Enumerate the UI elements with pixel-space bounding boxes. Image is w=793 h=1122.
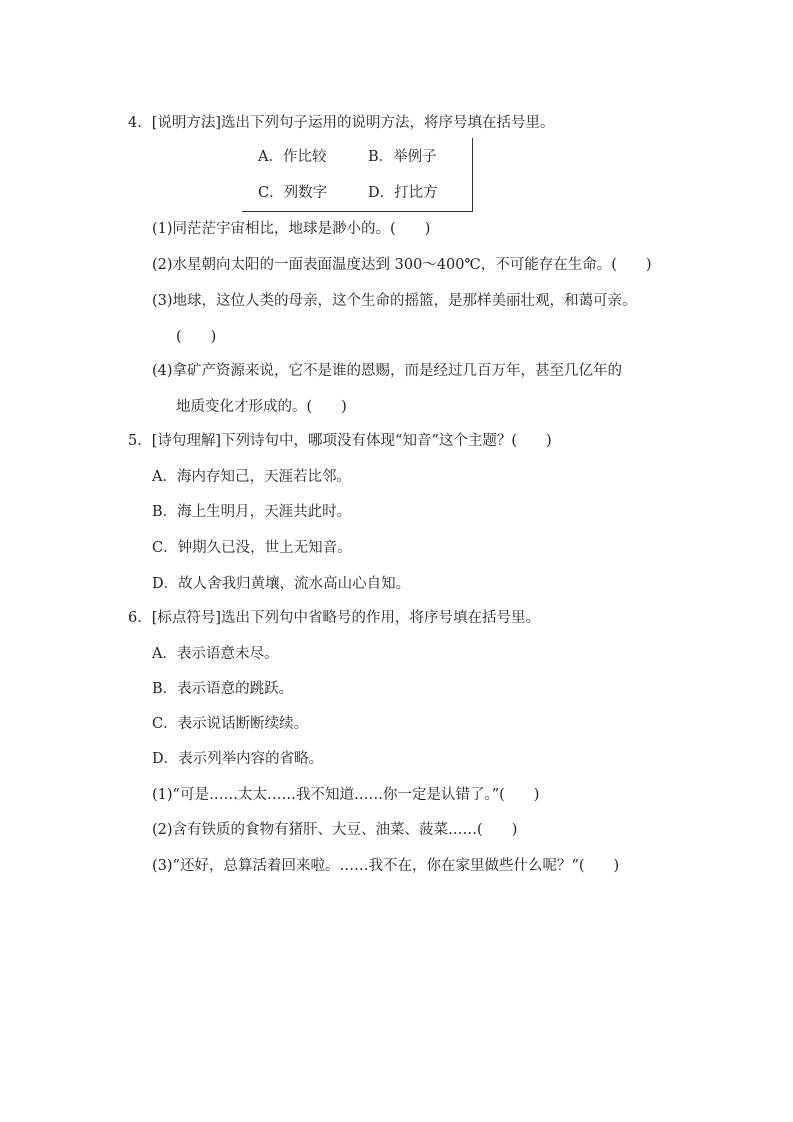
- q4-options-box: [242, 138, 473, 212]
- q5-option-a: A．海内存知己，天涯若比邻。: [152, 469, 351, 485]
- q6-item-2: (2)含有铁质的食物有猪肝、大豆、油菜、菠菜……( ): [152, 822, 518, 838]
- q5-option-c: C．钟期久已没，世上无知音。: [152, 540, 352, 556]
- q5-option-d: D．故人舍我归黄壤，流水高山心自知。: [152, 576, 411, 592]
- q4-item-4: (4)拿矿产资源来说，它不是谁的恩赐，而是经过几百万年，甚至几亿年的: [152, 363, 623, 379]
- q6-item-3: (3)“还好，总算活着回来啦。……我不在，你在家里做些什么呢？”( ): [152, 858, 620, 874]
- q4-option-a: A．作比较: [258, 149, 327, 165]
- q4-option-d: D．打比方: [368, 185, 438, 201]
- q4-option-b: B．举例子: [368, 149, 437, 165]
- q4-item-1: (1)同茫茫宇宙相比，地球是渺小的。( ): [152, 221, 431, 237]
- q6-option-a: A．表示语意未尽。: [152, 646, 279, 662]
- q4-option-c: C．列数字: [258, 185, 328, 201]
- q6-item-1: (1)“可是……太太……我不知道……你一定是认错了。”( ): [152, 787, 540, 803]
- q4-item-4-cont: 地质变化才形成的。( ): [176, 399, 347, 415]
- q4-item-3-blank: ( ): [176, 329, 217, 345]
- q4-title: 4．[说明方法]选出下列句子运用的说明方法，将序号填在括号里。: [128, 115, 555, 131]
- q4-item-2: (2)水星朝向太阳的一面表面温度达到 300～400℃，不可能存在生命。( ): [152, 257, 652, 273]
- q5-title: 5．[诗句理解]下列诗句中，哪项没有体现“知音”这个主题？( ): [128, 433, 552, 449]
- q6-option-c: C．表示说话断断续续。: [152, 716, 309, 732]
- q6-title: 6．[标点符号]选出下列句中省略号的作用，将序号填在括号里。: [128, 610, 541, 626]
- q6-option-d: D．表示列举内容的省略。: [152, 751, 324, 767]
- q6-option-b: B．表示语意的跳跃。: [152, 681, 294, 697]
- q4-item-3: (3)地球，这位人类的母亲，这个生命的摇篮，是那样美丽壮观，和蔼可亲。: [152, 293, 637, 309]
- q5-option-b: B．海上生明月，天涯共此时。: [152, 504, 352, 520]
